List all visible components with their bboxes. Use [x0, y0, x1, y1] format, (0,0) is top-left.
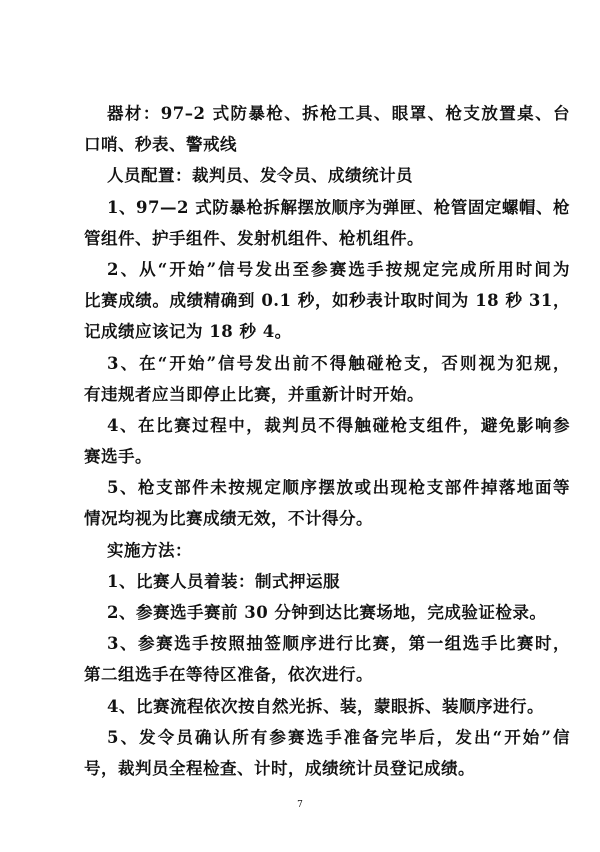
text-line: 有违规者应当即停止比赛，并重新计时开始。 [84, 384, 424, 404]
text-line: 实施方法： [107, 540, 192, 560]
text-line: 管组件、护手组件、发射机组件、枪机组件。 [84, 228, 424, 248]
document-body [84, 98, 570, 784]
text-line: 4、在比赛过程中，裁判员不得触碰枪支组件，避免影响参 [107, 415, 570, 435]
page-number: 7 [297, 800, 303, 810]
text-line: 1、比赛人员着装：制式押运服 [107, 571, 340, 591]
text-line: 号，裁判员全程检查、计时，成绩统计员登记成绩。 [84, 758, 475, 778]
text-line: 3、在“开始”信号发出前不得触碰枪支，否则视为犯规， [107, 353, 570, 373]
text-line: 4、比赛流程依次按自然光拆、装，蒙眼拆、装顺序进行。 [107, 696, 544, 716]
text-line: 2、参赛选手赛前 30 分钟到达比赛场地，完成验证检录。 [107, 603, 547, 622]
text-line: 情况均视为比赛成绩无效，不计得分。 [84, 509, 373, 529]
text-line: 记成绩应该记为 18 秒 4。 [84, 322, 292, 342]
text-line: 2、从“开始”信号发出至参赛选手按规定完成所用时间为 [107, 259, 570, 279]
text-line: 第二组选手在等待区准备，依次进行。 [84, 665, 373, 685]
text-line: 器材：97–2 式防暴枪、拆枪工具、眼罩、枪支放置桌、台 [107, 104, 570, 123]
text-line: 口哨、秒表、警戒线 [84, 135, 237, 155]
text-line: 5、发令员确认所有参赛选手准备完毕后，发出“开始”信 [107, 727, 570, 747]
text-line: 比赛成绩。成绩精确到 0.1 秒，如秒表计取时间为 18 秒 31， [84, 291, 570, 311]
text-line: 5、枪支部件未按规定顺序摆放或出现枪支部件掉落地面等 [107, 478, 570, 498]
text-line: 赛选手。 [84, 447, 152, 467]
text-line: 1、97—2 式防暴枪拆解摆放顺序为弹匣、枪管固定螺帽、枪 [107, 197, 570, 217]
text-line: 人员配置：裁判员、发令员、成绩统计员 [107, 166, 413, 186]
text-line: 3、参赛选手按照抽签顺序进行比赛，第一组选手比赛时， [107, 634, 570, 654]
